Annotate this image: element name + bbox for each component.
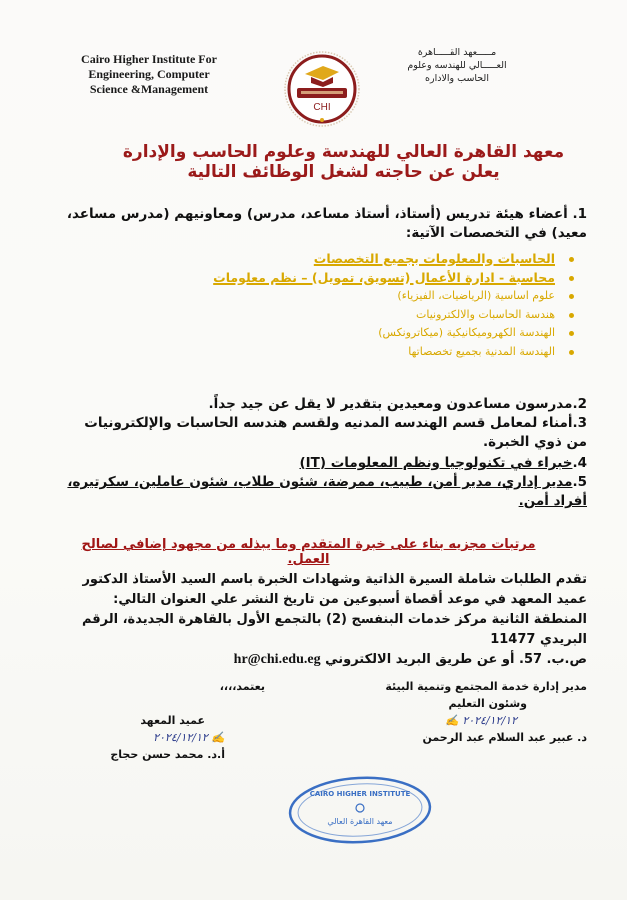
position-number: 4. [572,455,587,471]
position-1 [60,205,587,243]
institute-logo-icon [283,50,361,128]
approval-text: يعتمد،،،، [219,680,265,693]
arabic-name-line: الحاسب والاداره [425,73,489,84]
position-5 [60,473,587,511]
specialization-item: علوم اساسية (الرياضيات، الفيزياء) [197,287,577,306]
specialization-item: الهندسة الكهروميكانيكية (ميكاترونكس) [197,324,577,343]
official-stamp-icon [286,774,434,846]
signature-date: ٢٠٢٤/١٢/١٢ [462,714,517,727]
announcement-title [100,142,587,182]
position-3 [60,414,587,452]
english-name-line: Engineering, Computer [88,67,210,81]
application-instructions [50,570,587,670]
specializations-list [197,250,577,361]
po-box: ص.ب. 57. أو عن طريق البريد الالكتروني [325,652,587,667]
specialization-item: محاسبة - ادارة الأعمال (تسويق، تمويل) – نظم معلومات [197,269,577,288]
signature-block-right [337,678,587,746]
signatory-title: وشئون التعليم [448,697,527,710]
signatory-title: مدير إدارة خدمة المجتمع وتنمية البيئة [385,680,587,693]
position-number: 2. [572,396,587,412]
application-address: المنطقة الثانية مركز خدمات البنفسج (2) بالتجمع الأول بالقاهرة الجديدة، الرقم البريدي 11477 [81,612,587,647]
handwritten-signature: ✍ ٢٠٢٤/١٢/١٢ [153,731,225,744]
position-number: 3. [572,415,587,431]
position-number: 1. [572,206,587,222]
english-name-line: Science &Management [89,82,209,96]
svg-text:معهد القاهرة العالي: معهد القاهرة العالي [327,817,393,826]
svg-text:CHI: CHI [313,102,331,113]
institute-name-english [64,52,234,97]
handwritten-signature: ٢٠٢٤/١٢/١٢ ✍ [445,714,517,727]
position-text: خبراء في تكنولوجيا ونظم المعلومات (IT) [299,455,573,471]
specialization-item: الهندسة المدنية بجميع تخصصاتها [197,343,577,362]
position-text: أعضاء هيئة تدريس (أستاذ، أستاذ مساعد، مدرس) ومعاونيهم (مدرس مساعد، معيد) في التخصصات الآتية: [66,206,587,241]
application-text: تقدم الطلبات شاملة السيرة الذاتية وشهادات الخبرة باسم السيد الأستاذ الدكتور عميد المعهد في موعد أقصاة أسبوعين من تاريخ النشر علي العنوان التالي: [82,572,587,607]
salary-note: مرتبات مجزيه بناء على خبرة المتقدم وما يبذله من مجهود إضافي لصالح العمل. [81,537,536,567]
title-line-2: يعلن عن حاجته لشغل الوظائف التالية [187,162,500,182]
signatory-name: د. عبير عبد السلام عبد الرحمن [422,731,587,744]
signature-date: ٢٠٢٤/١٢/١٢ [153,731,208,744]
email-link[interactable]: hr@chi.edu.eg [233,652,321,667]
position-number: 5. [572,474,587,490]
position-text: مدير إداري، مدير أمن، طبيب، ممرضة، شئون طلاب، شئون عاملين، سكرتيره، أفراد أمن. [67,474,587,509]
institute-name-arabic [377,46,537,85]
position-2 [60,395,587,414]
svg-text:CAIRO HIGHER INSTITUTE: CAIRO HIGHER INSTITUTE [309,790,411,798]
specialization-item: الحاسبات والمعلومات بجميع التخصصات [197,250,577,269]
signatory-name: أ.د. محمد حسن حجاج [110,748,225,761]
title-line-1: معهد القاهرة العالي للهندسة وعلوم الحاسب والإدارة [122,142,565,162]
position-text: مدرسون مساعدون ومعيدين بتقدير لا يقل عن جيد جداً. [208,396,573,412]
arabic-name-line: مـــــعهد القـــــاهرة [417,47,497,58]
arabic-name-line: العـــــالي للهندسه وعلوم [407,60,507,71]
application-contact [50,650,587,670]
specialization-item: هندسة الحاسبات والالكترونيات [197,306,577,325]
position-4 [60,454,587,473]
signatory-title: عميد المعهد [140,714,205,727]
position-text: أمناء لمعامل قسم الهندسه المدنيه ولقسم هندسه الحاسبات والإلكترونيات من ذوي الخبرة. [84,415,587,450]
english-name-line: Cairo Higher Institute For [81,52,217,66]
signature-block-left [75,678,265,763]
